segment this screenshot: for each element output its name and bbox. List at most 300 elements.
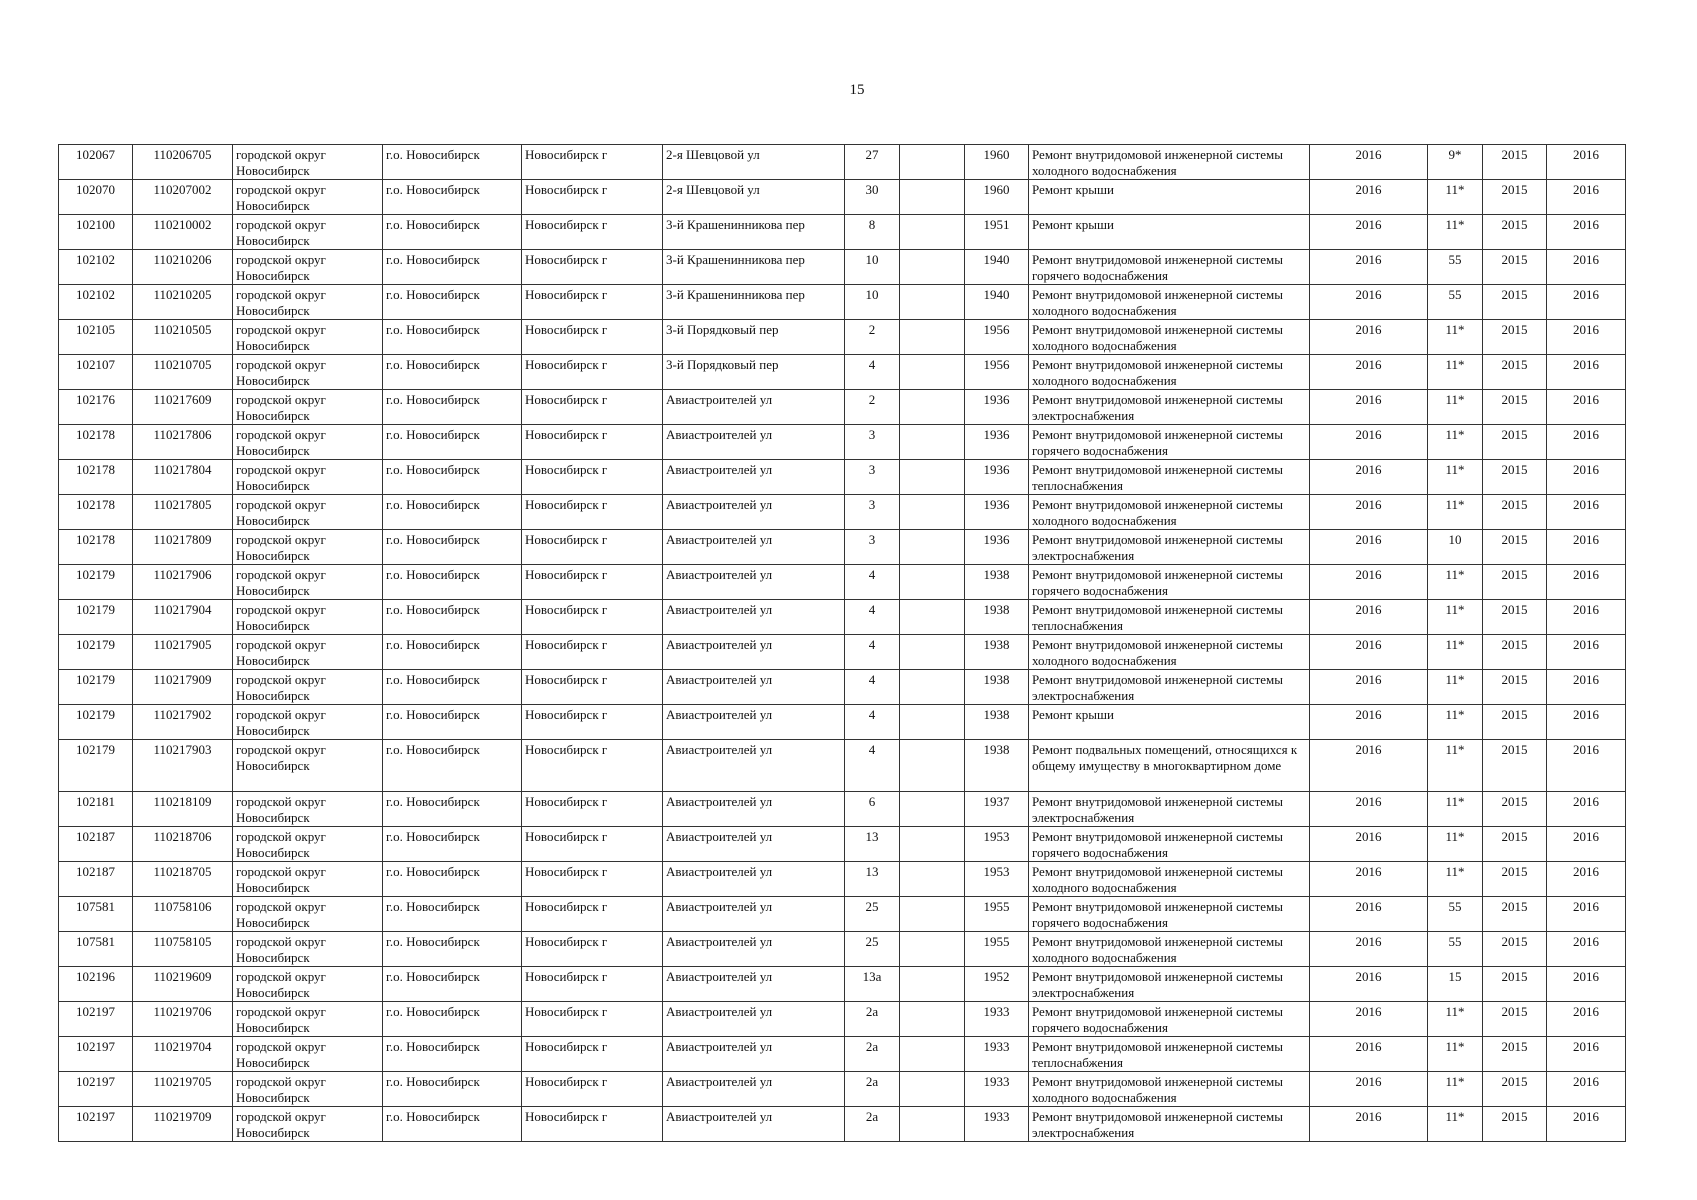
cell-work: Ремонт внутридомовой инженерной системы холодного водоснабжения <box>1029 355 1310 390</box>
cell-year: 1960 <box>965 180 1029 215</box>
cell-municipality: г.о. Новосибирск <box>383 792 522 827</box>
cell-lifetime: 11* <box>1428 1002 1483 1037</box>
cell-street: Авиастроителей ул <box>663 460 845 495</box>
cell-lifetime: 11* <box>1428 670 1483 705</box>
cell-start: 2015 <box>1483 320 1547 355</box>
cell-house: 4 <box>845 355 900 390</box>
cell-work: Ремонт внутридомовой инженерной системы электроснабжения <box>1029 390 1310 425</box>
cell-district: городской округ Новосибирск <box>233 565 383 600</box>
cell-year: 1936 <box>965 530 1029 565</box>
cell-district: городской округ Новосибирск <box>233 600 383 635</box>
cell-year: 1933 <box>965 1072 1029 1107</box>
cell-plan-year: 2016 <box>1310 792 1428 827</box>
cell-municipality: г.о. Новосибирск <box>383 250 522 285</box>
cell-house: 2 <box>845 390 900 425</box>
cell-code: 110219706 <box>133 1002 233 1037</box>
cell-start: 2015 <box>1483 600 1547 635</box>
cell-district: городской округ Новосибирск <box>233 145 383 180</box>
cell-id: 102100 <box>59 215 133 250</box>
cell-year: 1938 <box>965 635 1029 670</box>
cell-plan-year: 2016 <box>1310 565 1428 600</box>
cell-district: городской округ Новосибирск <box>233 670 383 705</box>
cell-end: 2016 <box>1547 180 1626 215</box>
cell-building <box>900 1037 965 1072</box>
cell-end: 2016 <box>1547 145 1626 180</box>
cell-id: 102102 <box>59 250 133 285</box>
cell-end: 2016 <box>1547 1072 1626 1107</box>
cell-street: Авиастроителей ул <box>663 705 845 740</box>
cell-district: городской округ Новосибирск <box>233 1037 383 1072</box>
cell-district: городской округ Новосибирск <box>233 1002 383 1037</box>
cell-municipality: г.о. Новосибирск <box>383 967 522 1002</box>
cell-plan-year: 2016 <box>1310 635 1428 670</box>
cell-end: 2016 <box>1547 425 1626 460</box>
cell-house: 2 <box>845 320 900 355</box>
cell-district: городской округ Новосибирск <box>233 390 383 425</box>
cell-settlement: Новосибирск г <box>522 862 663 897</box>
cell-work: Ремонт внутридомовой инженерной системы холодного водоснабжения <box>1029 862 1310 897</box>
cell-id: 102179 <box>59 705 133 740</box>
cell-id: 102178 <box>59 460 133 495</box>
cell-settlement: Новосибирск г <box>522 1037 663 1072</box>
cell-id: 102070 <box>59 180 133 215</box>
table-row <box>59 932 1626 967</box>
cell-id: 102197 <box>59 1107 133 1142</box>
cell-work: Ремонт внутридомовой инженерной системы горячего водоснабжения <box>1029 425 1310 460</box>
cell-end: 2016 <box>1547 495 1626 530</box>
cell-house: 3 <box>845 530 900 565</box>
cell-start: 2015 <box>1483 897 1547 932</box>
cell-house: 2а <box>845 1037 900 1072</box>
cell-house: 2а <box>845 1072 900 1107</box>
cell-id: 102196 <box>59 967 133 1002</box>
cell-house: 13 <box>845 827 900 862</box>
cell-house: 6 <box>845 792 900 827</box>
cell-district: городской округ Новосибирск <box>233 355 383 390</box>
cell-district: городской округ Новосибирск <box>233 705 383 740</box>
cell-settlement: Новосибирск г <box>522 180 663 215</box>
cell-year: 1933 <box>965 1037 1029 1072</box>
cell-code: 110210002 <box>133 215 233 250</box>
cell-year: 1956 <box>965 355 1029 390</box>
cell-municipality: г.о. Новосибирск <box>383 1002 522 1037</box>
cell-district: городской округ Новосибирск <box>233 967 383 1002</box>
cell-building <box>900 355 965 390</box>
cell-work: Ремонт крыши <box>1029 705 1310 740</box>
cell-year: 1938 <box>965 705 1029 740</box>
cell-year: 1938 <box>965 670 1029 705</box>
cell-street: Авиастроителей ул <box>663 1002 845 1037</box>
cell-settlement: Новосибирск г <box>522 145 663 180</box>
cell-code: 110217905 <box>133 635 233 670</box>
table-row <box>59 285 1626 320</box>
cell-settlement: Новосибирск г <box>522 495 663 530</box>
cell-year: 1938 <box>965 740 1029 792</box>
cell-start: 2015 <box>1483 827 1547 862</box>
cell-work: Ремонт внутридомовой инженерной системы электроснабжения <box>1029 792 1310 827</box>
cell-start: 2015 <box>1483 1037 1547 1072</box>
cell-end: 2016 <box>1547 1037 1626 1072</box>
cell-settlement: Новосибирск г <box>522 530 663 565</box>
cell-street: Авиастроителей ул <box>663 670 845 705</box>
table-body <box>59 145 1626 1142</box>
cell-plan-year: 2016 <box>1310 250 1428 285</box>
cell-building <box>900 285 965 320</box>
cell-house: 4 <box>845 705 900 740</box>
cell-year: 1936 <box>965 425 1029 460</box>
cell-municipality: г.о. Новосибирск <box>383 495 522 530</box>
cell-start: 2015 <box>1483 740 1547 792</box>
cell-municipality: г.о. Новосибирск <box>383 460 522 495</box>
cell-municipality: г.о. Новосибирск <box>383 320 522 355</box>
cell-plan-year: 2016 <box>1310 670 1428 705</box>
cell-house: 4 <box>845 670 900 705</box>
table-row <box>59 320 1626 355</box>
cell-id: 102178 <box>59 530 133 565</box>
cell-code: 110217902 <box>133 705 233 740</box>
cell-building <box>900 1107 965 1142</box>
cell-street: Авиастроителей ул <box>663 600 845 635</box>
cell-municipality: г.о. Новосибирск <box>383 670 522 705</box>
cell-start: 2015 <box>1483 460 1547 495</box>
table-row <box>59 670 1626 705</box>
cell-start: 2015 <box>1483 390 1547 425</box>
table-row <box>59 827 1626 862</box>
cell-id: 102107 <box>59 355 133 390</box>
cell-lifetime: 11* <box>1428 495 1483 530</box>
cell-code: 110219704 <box>133 1037 233 1072</box>
cell-lifetime: 55 <box>1428 285 1483 320</box>
table-row <box>59 705 1626 740</box>
cell-municipality: г.о. Новосибирск <box>383 355 522 390</box>
cell-year: 1940 <box>965 250 1029 285</box>
cell-plan-year: 2016 <box>1310 495 1428 530</box>
cell-start: 2015 <box>1483 180 1547 215</box>
cell-plan-year: 2016 <box>1310 390 1428 425</box>
cell-end: 2016 <box>1547 460 1626 495</box>
cell-end: 2016 <box>1547 967 1626 1002</box>
cell-street: Авиастроителей ул <box>663 1037 845 1072</box>
cell-start: 2015 <box>1483 285 1547 320</box>
cell-building <box>900 250 965 285</box>
cell-id: 107581 <box>59 897 133 932</box>
cell-building <box>900 530 965 565</box>
cell-year: 1938 <box>965 565 1029 600</box>
cell-building <box>900 600 965 635</box>
cell-lifetime: 11* <box>1428 565 1483 600</box>
cell-end: 2016 <box>1547 1107 1626 1142</box>
cell-plan-year: 2016 <box>1310 355 1428 390</box>
cell-code: 110217903 <box>133 740 233 792</box>
cell-building <box>900 862 965 897</box>
cell-work: Ремонт внутридомовой инженерной системы горячего водоснабжения <box>1029 897 1310 932</box>
cell-start: 2015 <box>1483 932 1547 967</box>
cell-year: 1933 <box>965 1107 1029 1142</box>
cell-year: 1940 <box>965 285 1029 320</box>
cell-code: 110206705 <box>133 145 233 180</box>
cell-building <box>900 827 965 862</box>
cell-plan-year: 2016 <box>1310 740 1428 792</box>
cell-plan-year: 2016 <box>1310 967 1428 1002</box>
cell-lifetime: 9* <box>1428 145 1483 180</box>
cell-district: городской округ Новосибирск <box>233 635 383 670</box>
cell-year: 1952 <box>965 967 1029 1002</box>
cell-municipality: г.о. Новосибирск <box>383 285 522 320</box>
table-row <box>59 215 1626 250</box>
cell-start: 2015 <box>1483 425 1547 460</box>
cell-settlement: Новосибирск г <box>522 705 663 740</box>
cell-building <box>900 740 965 792</box>
cell-plan-year: 2016 <box>1310 285 1428 320</box>
cell-id: 102181 <box>59 792 133 827</box>
table-row <box>59 495 1626 530</box>
table-row <box>59 250 1626 285</box>
cell-work: Ремонт внутридомовой инженерной системы холодного водоснабжения <box>1029 145 1310 180</box>
cell-settlement: Новосибирск г <box>522 285 663 320</box>
cell-id: 102179 <box>59 565 133 600</box>
cell-plan-year: 2016 <box>1310 897 1428 932</box>
cell-plan-year: 2016 <box>1310 530 1428 565</box>
cell-street: Авиастроителей ул <box>663 932 845 967</box>
table-row <box>59 530 1626 565</box>
cell-lifetime: 10 <box>1428 530 1483 565</box>
cell-year: 1955 <box>965 932 1029 967</box>
cell-code: 110217809 <box>133 530 233 565</box>
cell-plan-year: 2016 <box>1310 705 1428 740</box>
cell-settlement: Новосибирск г <box>522 565 663 600</box>
cell-year: 1936 <box>965 495 1029 530</box>
cell-house: 2а <box>845 1107 900 1142</box>
cell-end: 2016 <box>1547 897 1626 932</box>
cell-start: 2015 <box>1483 355 1547 390</box>
cell-plan-year: 2016 <box>1310 320 1428 355</box>
cell-start: 2015 <box>1483 792 1547 827</box>
cell-work: Ремонт внутридомовой инженерной системы горячего водоснабжения <box>1029 1002 1310 1037</box>
cell-work: Ремонт внутридомовой инженерной системы электроснабжения <box>1029 530 1310 565</box>
cell-street: Авиастроителей ул <box>663 390 845 425</box>
cell-municipality: г.о. Новосибирск <box>383 1107 522 1142</box>
cell-year: 1937 <box>965 792 1029 827</box>
cell-work: Ремонт внутридомовой инженерной системы электроснабжения <box>1029 670 1310 705</box>
cell-work: Ремонт внутридомовой инженерной системы теплоснабжения <box>1029 600 1310 635</box>
cell-municipality: г.о. Новосибирск <box>383 635 522 670</box>
cell-lifetime: 11* <box>1428 740 1483 792</box>
cell-settlement: Новосибирск г <box>522 1072 663 1107</box>
cell-street: Авиастроителей ул <box>663 495 845 530</box>
cell-year: 1936 <box>965 390 1029 425</box>
cell-lifetime: 11* <box>1428 320 1483 355</box>
cell-street: 2-я Шевцовой ул <box>663 145 845 180</box>
cell-building <box>900 495 965 530</box>
cell-building <box>900 425 965 460</box>
cell-street: 2-я Шевцовой ул <box>663 180 845 215</box>
cell-house: 10 <box>845 285 900 320</box>
cell-code: 110758106 <box>133 897 233 932</box>
cell-end: 2016 <box>1547 355 1626 390</box>
cell-id: 102178 <box>59 425 133 460</box>
cell-plan-year: 2016 <box>1310 827 1428 862</box>
table-row <box>59 740 1626 792</box>
table-row <box>59 1037 1626 1072</box>
cell-id: 102179 <box>59 635 133 670</box>
cell-house: 30 <box>845 180 900 215</box>
cell-start: 2015 <box>1483 250 1547 285</box>
cell-year: 1953 <box>965 862 1029 897</box>
cell-municipality: г.о. Новосибирск <box>383 530 522 565</box>
cell-street: 3-й Крашенинникова пер <box>663 250 845 285</box>
cell-settlement: Новосибирск г <box>522 355 663 390</box>
cell-municipality: г.о. Новосибирск <box>383 215 522 250</box>
table-row <box>59 425 1626 460</box>
table-row <box>59 180 1626 215</box>
cell-plan-year: 2016 <box>1310 425 1428 460</box>
cell-end: 2016 <box>1547 1002 1626 1037</box>
cell-plan-year: 2016 <box>1310 145 1428 180</box>
cell-district: городской округ Новосибирск <box>233 862 383 897</box>
cell-work: Ремонт внутридомовой инженерной системы холодного водоснабжения <box>1029 1072 1310 1107</box>
cell-year: 1960 <box>965 145 1029 180</box>
cell-work: Ремонт подвальных помещений, относящихся к общему имуществу в многоквартирном доме <box>1029 740 1310 792</box>
cell-lifetime: 11* <box>1428 390 1483 425</box>
cell-settlement: Новосибирск г <box>522 390 663 425</box>
cell-building <box>900 215 965 250</box>
cell-plan-year: 2016 <box>1310 600 1428 635</box>
cell-lifetime: 11* <box>1428 705 1483 740</box>
table-row <box>59 897 1626 932</box>
cell-municipality: г.о. Новосибирск <box>383 897 522 932</box>
cell-start: 2015 <box>1483 635 1547 670</box>
cell-work: Ремонт внутридомовой инженерной системы электроснабжения <box>1029 967 1310 1002</box>
cell-district: городской округ Новосибирск <box>233 250 383 285</box>
table-row <box>59 1002 1626 1037</box>
cell-lifetime: 11* <box>1428 180 1483 215</box>
cell-street: Авиастроителей ул <box>663 792 845 827</box>
cell-building <box>900 1002 965 1037</box>
cell-municipality: г.о. Новосибирск <box>383 862 522 897</box>
cell-municipality: г.о. Новосибирск <box>383 1072 522 1107</box>
cell-district: городской округ Новосибирск <box>233 827 383 862</box>
cell-street: Авиастроителей ул <box>663 967 845 1002</box>
cell-plan-year: 2016 <box>1310 215 1428 250</box>
cell-end: 2016 <box>1547 285 1626 320</box>
cell-end: 2016 <box>1547 600 1626 635</box>
cell-municipality: г.о. Новосибирск <box>383 145 522 180</box>
cell-plan-year: 2016 <box>1310 1072 1428 1107</box>
cell-year: 1955 <box>965 897 1029 932</box>
cell-street: 3-й Порядковый пер <box>663 355 845 390</box>
table-row <box>59 565 1626 600</box>
cell-street: Авиастроителей ул <box>663 1072 845 1107</box>
cell-end: 2016 <box>1547 792 1626 827</box>
cell-settlement: Новосибирск г <box>522 460 663 495</box>
cell-building <box>900 390 965 425</box>
cell-lifetime: 11* <box>1428 425 1483 460</box>
cell-code: 110217909 <box>133 670 233 705</box>
cell-street: Авиастроителей ул <box>663 740 845 792</box>
cell-building <box>900 705 965 740</box>
cell-district: городской округ Новосибирск <box>233 740 383 792</box>
cell-code: 110218109 <box>133 792 233 827</box>
cell-house: 4 <box>845 740 900 792</box>
cell-start: 2015 <box>1483 530 1547 565</box>
cell-year: 1938 <box>965 600 1029 635</box>
cell-street: 3-й Крашенинникова пер <box>663 215 845 250</box>
cell-district: городской округ Новосибирск <box>233 1107 383 1142</box>
cell-start: 2015 <box>1483 705 1547 740</box>
cell-street: Авиастроителей ул <box>663 530 845 565</box>
cell-street: 3-й Крашенинникова пер <box>663 285 845 320</box>
cell-start: 2015 <box>1483 862 1547 897</box>
cell-start: 2015 <box>1483 1072 1547 1107</box>
cell-end: 2016 <box>1547 670 1626 705</box>
cell-end: 2016 <box>1547 320 1626 355</box>
cell-building <box>900 670 965 705</box>
cell-end: 2016 <box>1547 530 1626 565</box>
cell-house: 4 <box>845 565 900 600</box>
cell-code: 110217804 <box>133 460 233 495</box>
cell-lifetime: 11* <box>1428 1107 1483 1142</box>
cell-end: 2016 <box>1547 635 1626 670</box>
cell-street: Авиастроителей ул <box>663 635 845 670</box>
cell-settlement: Новосибирск г <box>522 1107 663 1142</box>
cell-district: городской округ Новосибирск <box>233 1072 383 1107</box>
cell-settlement: Новосибирск г <box>522 600 663 635</box>
cell-lifetime: 11* <box>1428 600 1483 635</box>
cell-street: Авиастроителей ул <box>663 1107 845 1142</box>
cell-code: 110217806 <box>133 425 233 460</box>
cell-municipality: г.о. Новосибирск <box>383 600 522 635</box>
cell-end: 2016 <box>1547 862 1626 897</box>
cell-municipality: г.о. Новосибирск <box>383 705 522 740</box>
cell-district: городской округ Новосибирск <box>233 215 383 250</box>
cell-house: 8 <box>845 215 900 250</box>
cell-id: 102197 <box>59 1037 133 1072</box>
cell-building <box>900 932 965 967</box>
cell-street: Авиастроителей ул <box>663 425 845 460</box>
cell-settlement: Новосибирск г <box>522 827 663 862</box>
table-row <box>59 967 1626 1002</box>
cell-code: 110219705 <box>133 1072 233 1107</box>
cell-district: городской округ Новосибирск <box>233 320 383 355</box>
cell-street: Авиастроителей ул <box>663 565 845 600</box>
cell-lifetime: 11* <box>1428 1037 1483 1072</box>
cell-district: городской округ Новосибирск <box>233 180 383 215</box>
cell-id: 102176 <box>59 390 133 425</box>
cell-plan-year: 2016 <box>1310 460 1428 495</box>
cell-lifetime: 11* <box>1428 827 1483 862</box>
cell-work: Ремонт внутридомовой инженерной системы электроснабжения <box>1029 1107 1310 1142</box>
cell-house: 25 <box>845 897 900 932</box>
cell-code: 110207002 <box>133 180 233 215</box>
cell-building <box>900 1072 965 1107</box>
cell-plan-year: 2016 <box>1310 1002 1428 1037</box>
cell-house: 3 <box>845 460 900 495</box>
cell-code: 110217609 <box>133 390 233 425</box>
cell-lifetime: 55 <box>1428 932 1483 967</box>
cell-settlement: Новосибирск г <box>522 320 663 355</box>
cell-house: 4 <box>845 600 900 635</box>
cell-work: Ремонт внутридомовой инженерной системы горячего водоснабжения <box>1029 827 1310 862</box>
cell-work: Ремонт внутридомовой инженерной системы теплоснабжения <box>1029 1037 1310 1072</box>
cell-street: Авиастроителей ул <box>663 827 845 862</box>
cell-code: 110210205 <box>133 285 233 320</box>
cell-settlement: Новосибирск г <box>522 740 663 792</box>
cell-work: Ремонт крыши <box>1029 215 1310 250</box>
cell-work: Ремонт внутридомовой инженерной системы холодного водоснабжения <box>1029 495 1310 530</box>
cell-code: 110217805 <box>133 495 233 530</box>
cell-building <box>900 145 965 180</box>
cell-house: 27 <box>845 145 900 180</box>
